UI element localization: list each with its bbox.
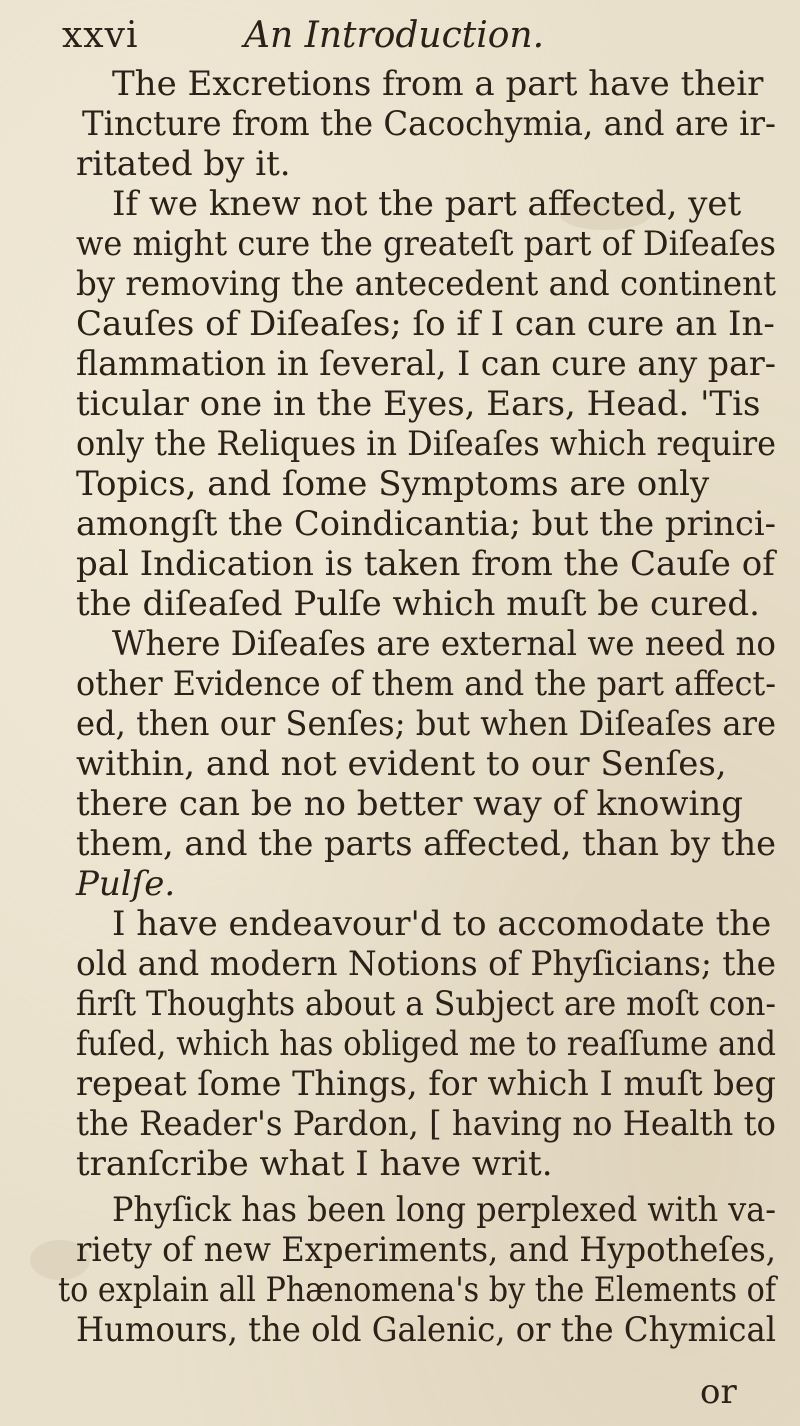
text-line: I have endeavour'd to accomodate the xyxy=(112,904,772,944)
text-line: tranſcribe what I have writ. xyxy=(76,1144,553,1184)
text-line: flammation in ſeveral, I can cure any par- xyxy=(76,344,776,384)
text-line: Pulſe. xyxy=(76,864,176,904)
text-line: we might cure the greateſt part of Diſeaſes xyxy=(76,224,777,264)
text-line: Topics, and ſome Symptoms are only xyxy=(76,464,710,504)
text-line: The Excretions from a part have their xyxy=(112,64,764,104)
text-line: riety of new Experiments, and Hypotheſes, xyxy=(76,1230,777,1270)
text-line: Cauſes of Diſeaſes; ſo if I can cure an In- xyxy=(76,304,775,344)
text-line: amongſt the Coindicantia; but the princi- xyxy=(76,504,776,544)
text-line: within, and not evident to our Senſes, xyxy=(76,744,727,784)
text-line: to explain all Phænomena's by the Elements of xyxy=(58,1270,777,1310)
text-line: only the Reliques in Diſeaſes which require xyxy=(76,424,777,464)
text-line: ticular one in the Eyes, Ears, Head. 'Tis xyxy=(76,384,761,424)
running-head: An Introduction. xyxy=(244,15,545,56)
text-line: them, and the parts affected, than by the xyxy=(76,824,777,864)
text-line: old and modern Notions of Phyſicians; the xyxy=(76,944,777,984)
text-line: If we knew not the part affected, yet xyxy=(112,184,742,224)
text-line: ritated by it. xyxy=(76,144,291,184)
page-number: xxvi xyxy=(62,15,139,56)
text-line: pal Indication is taken from the Cauſe of xyxy=(76,544,775,584)
text-line: the diſeaſed Pulſe which muſt be cured. xyxy=(76,584,760,624)
text-line: by removing the antecedent and continent xyxy=(76,264,777,304)
text-line: Tincture from the Cacochymia, and are ir- xyxy=(82,104,776,144)
text-line: the Reader's Pardon, [ having no Health to xyxy=(76,1104,777,1144)
text-line: Where Diſeaſes are external we need no xyxy=(112,624,776,664)
text-line: Phyſick has been long perplexed with va- xyxy=(112,1190,776,1230)
text-line: Humours, the old Galenic, or the Chymical xyxy=(76,1310,777,1350)
text-line: firſt Thoughts about a Subject are moſt con- xyxy=(76,984,777,1024)
text-line: there can be no better way of knowing xyxy=(76,784,744,824)
page-header xyxy=(62,14,762,58)
catchword: or xyxy=(700,1372,737,1412)
text-line: fuſed, which has obliged me to reaſſume and xyxy=(76,1024,777,1064)
text-line: other Evidence of them and the part affect- xyxy=(76,664,776,704)
text-line: repeat ſome Things, for which I muſt beg xyxy=(76,1064,776,1104)
text-line: ed, then our Senſes; but when Diſeaſes are xyxy=(76,704,776,744)
